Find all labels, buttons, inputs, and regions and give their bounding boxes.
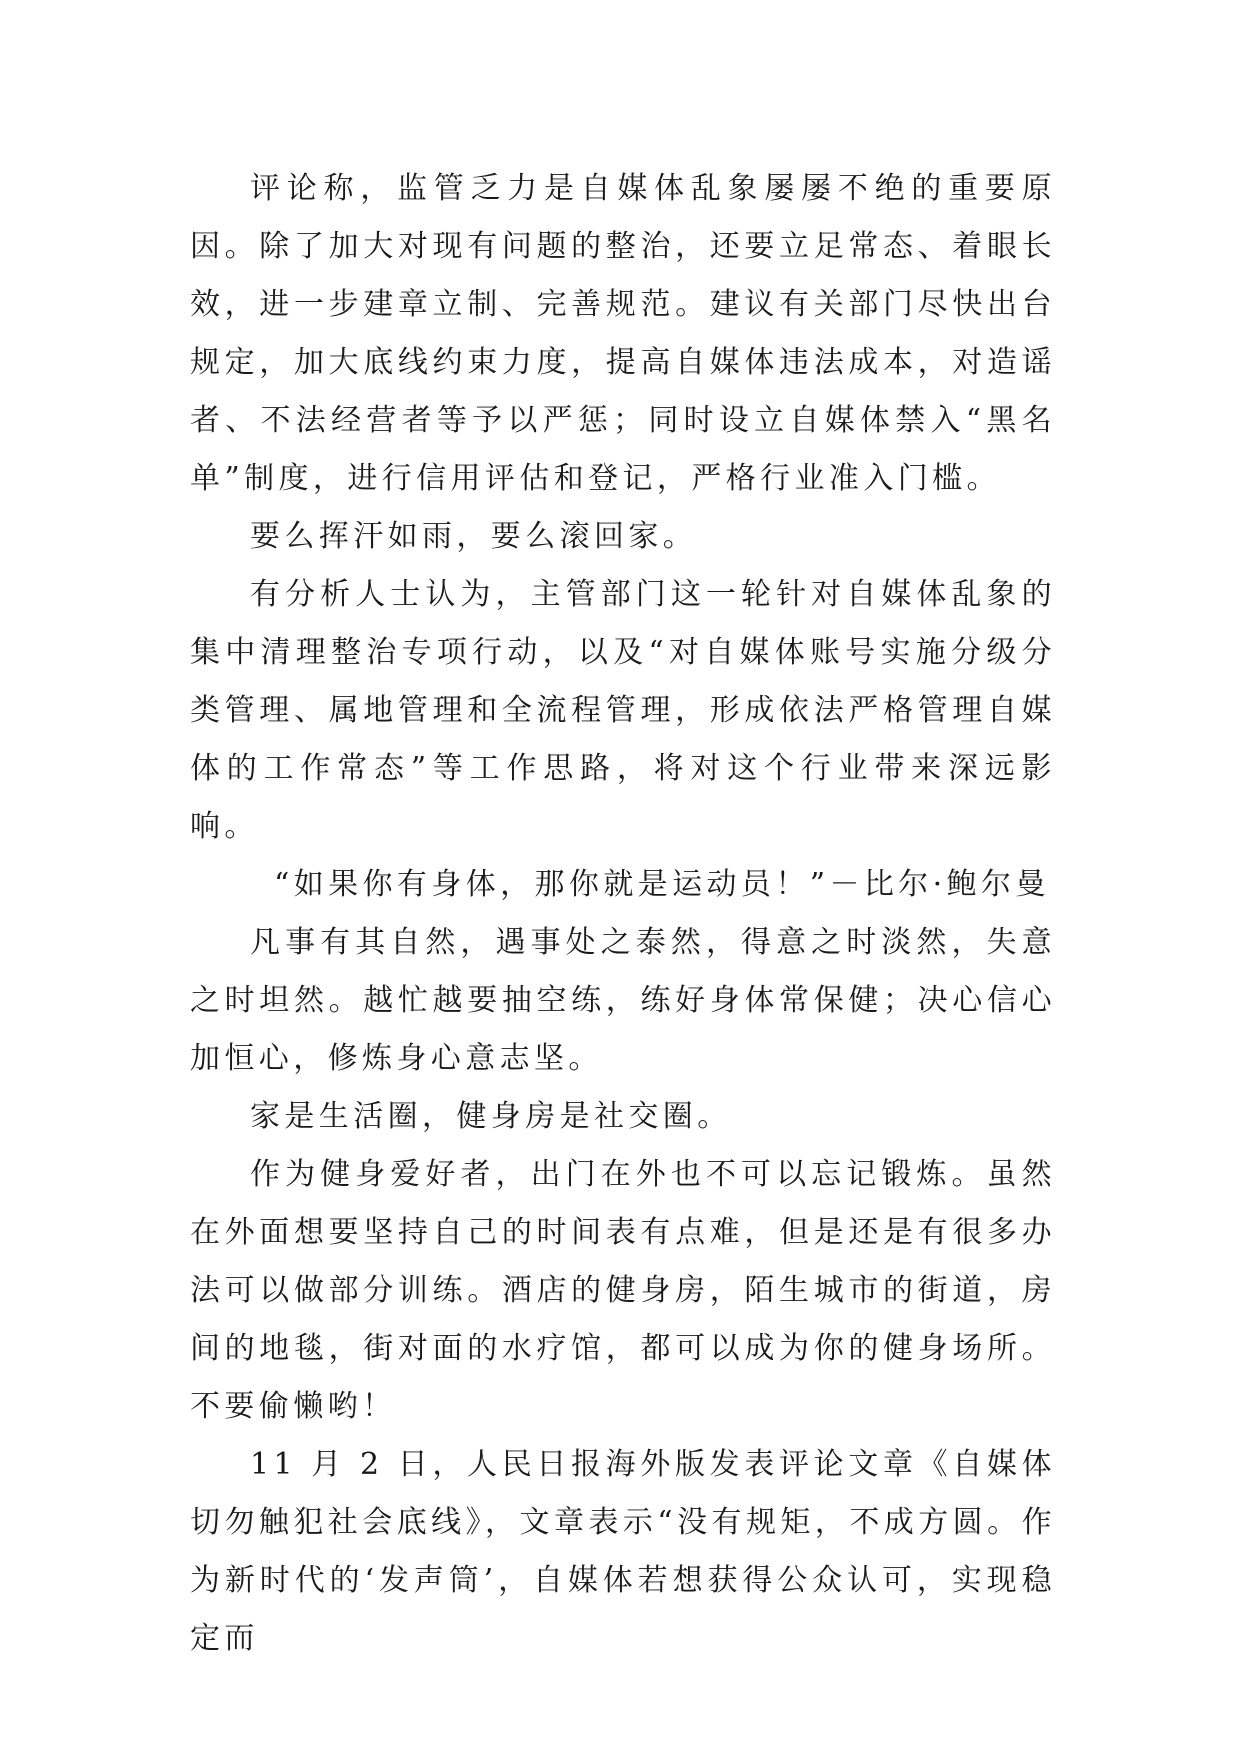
paragraph-regulation: 评论称，监管乏力是自媒体乱象屡屡不绝的重要原因。除了加大对现有问题的整治，还要立足常态、着眼长效，进一步建章立制、完善规范。建议有关部门尽快出台规定，加大底线约束力度，提高自媒体违法成本，对造谣者、不法经营者等予以严惩；同时设立自媒体禁入“黑名单”制度，进行信用评估和登记，严格行业准入门槛。 bbox=[190, 171, 1056, 496]
paragraph-quote: “如果你有身体，那你就是运动员！”－比尔·鲍尔曼 bbox=[274, 867, 1050, 902]
paragraph-home: 家是生活圈，健身房是社交圈。 bbox=[250, 1099, 732, 1134]
paragraph-sweat: 要么挥汗如雨，要么滚回家。 bbox=[250, 519, 698, 554]
paragraph-peoples-daily: 11 月 2 日，人民日报海外版发表评论文章《自媒体切勿触犯社会底线》，文章表示“没有规矩，不成方圆。作为新时代的‘发声筒’，自媒体若想获得公众认可，实现稳定而 bbox=[190, 1447, 1056, 1656]
paragraph-fitness: 作为健身爱好者，出门在外也不可以忘记锻炼。虽然在外面想要坚持自己的时间表有点难，但是还是有很多办法可以做部分训练。酒店的健身房，陌生城市的街道，房间的地毯，街对面的水疗馆，都可以成为你的健身场所。不要偷懒哟！ bbox=[190, 1157, 1056, 1424]
paragraph-analysis: 有分析人士认为，主管部门这一轮针对自媒体乱象的集中清理整治专项行动，以及“对自媒体账号实施分级分类管理、属地管理和全流程管理，形成依法严格管理自媒体的工作常态”等工作思路，将对这个行业带来深远影响。 bbox=[190, 577, 1056, 844]
paragraph-nature: 凡事有其自然，遇事处之泰然，得意之时淡然，失意之时坦然。越忙越要抽空练，练好身体常保健；决心信心加恒心，修炼身心意志坚。 bbox=[190, 925, 1056, 1076]
document-body bbox=[190, 160, 1056, 1668]
